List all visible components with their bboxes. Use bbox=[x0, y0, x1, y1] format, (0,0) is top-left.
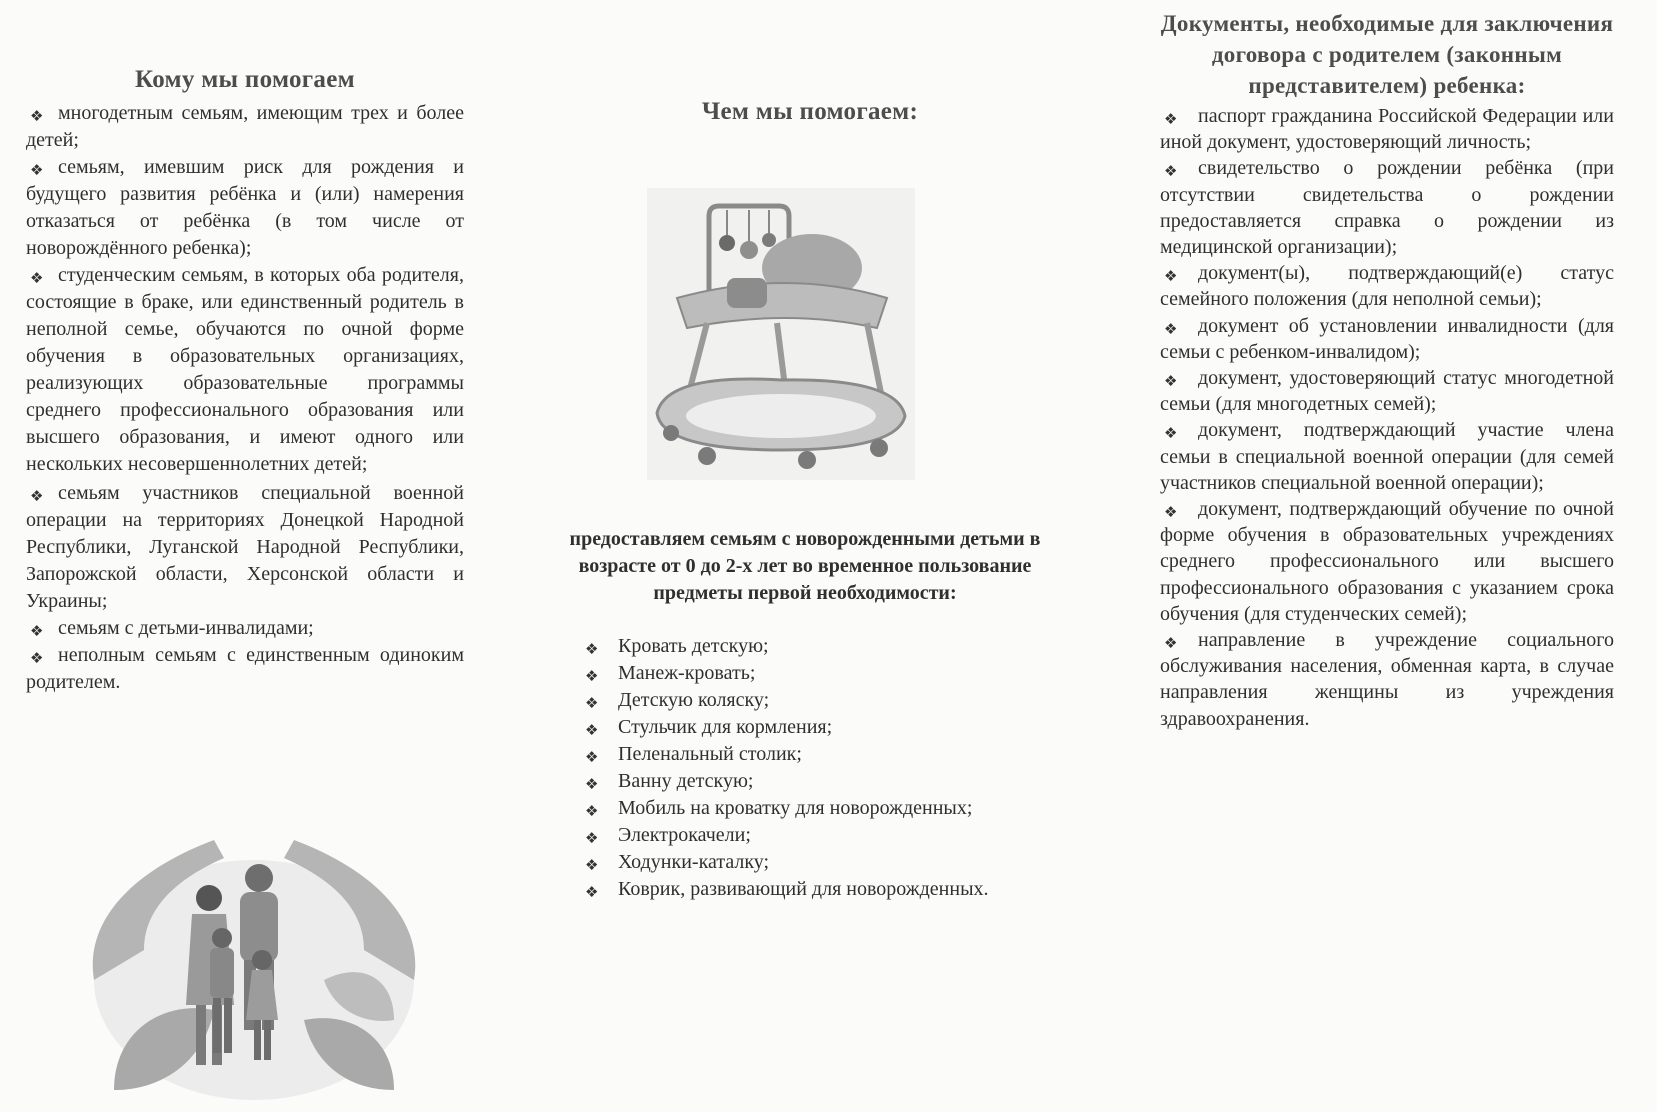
list-item: ❖ направление в учреждение социального обслуживания населения, обменная карта, в случае направления женщины из учреждения здравоохранения. bbox=[1160, 629, 1614, 730]
family-icon bbox=[74, 830, 434, 1105]
bullet-icon: ❖ bbox=[1164, 319, 1178, 338]
list-item: ❖ документ, подтверждающий участие члена семьи в специальной военной операции (для семей участников специальной военной операции); bbox=[1160, 419, 1614, 494]
list-item: ❖ Манеж-кровать; bbox=[585, 660, 1028, 687]
list-item: ❖ документ об установлении инвалидности (для семьи с ребенком-инвалидом); bbox=[1160, 314, 1614, 363]
bullet-icon: ❖ bbox=[1164, 503, 1178, 522]
middle-intro: предоставляем семьям с новорожденными детьми в возрасте от 0 до 2-х лет во временное пользование предметы первой необходимости: bbox=[569, 528, 1041, 604]
left-list bbox=[26, 100, 464, 696]
list-item: ❖ неполным семьям с единственным одиноким родителем. bbox=[26, 644, 464, 693]
baby-walker-icon bbox=[647, 188, 915, 480]
bullet-icon: ❖ bbox=[30, 622, 44, 640]
list-item: ❖ студенческим семьям, в которых оба родителя, состоящие в браке, или единственный родитель в неполной семье, обучаются по очной форме обучения в образовательных организациях, реализующих образовательные программы среднего профессионального образования или высшего образования, и имеют одного или нескольких несовершеннолетних детей; bbox=[26, 264, 464, 475]
list-item: ❖ Ходунки-каталку; bbox=[585, 849, 1028, 876]
left-panel bbox=[26, 0, 464, 696]
bullet-icon: ❖ bbox=[585, 802, 599, 820]
list-item: ❖ Коврик, развивающий для новорожденных. bbox=[585, 876, 1028, 903]
list-item: ❖ Ванну детскую; bbox=[585, 768, 1028, 795]
right-panel bbox=[1160, 0, 1614, 732]
list-item: ❖ многодетным семьям, имеющим трех и более детей; bbox=[26, 102, 464, 151]
bullet-icon: ❖ bbox=[1164, 162, 1178, 181]
list-item: ❖ Пеленальный столик; bbox=[585, 741, 1028, 768]
bullet-icon: ❖ bbox=[1164, 424, 1178, 443]
baby-walker-image bbox=[647, 188, 915, 480]
bullet-icon: ❖ bbox=[585, 640, 599, 658]
bullet-icon: ❖ bbox=[30, 107, 44, 125]
list-item: ❖ Кровать детскую; bbox=[585, 633, 1028, 660]
bullet-icon: ❖ bbox=[585, 721, 599, 739]
list-item: ❖ свидетельство о рождении ребёнка (при отсутствии свидетельства о рождении предоставляется справка о рождении из медицинской организации); bbox=[1160, 157, 1614, 259]
list-item: ❖ документ, подтверждающий обучение по очной форме обучения в образовательных учреждениях среднего профессионального или высшего профессионального образования с указанием срока обучения (для студенческих семей); bbox=[1160, 498, 1614, 625]
middle-title: Чем мы помогаем: bbox=[701, 98, 919, 125]
right-title: Документы, необходимые для заключения договора с родителем (законным представителем) ребенка: bbox=[1160, 11, 1614, 98]
list-item: ❖ семьям, имевшим риск для рождения и будущего развития ребёнка и (или) намерения отказаться от ребёнка (в том числе от новорождённого ребенка); bbox=[26, 156, 464, 259]
bullet-icon: ❖ bbox=[1164, 267, 1178, 286]
bullet-icon: ❖ bbox=[30, 161, 44, 179]
right-list bbox=[1160, 103, 1614, 732]
bullet-icon: ❖ bbox=[30, 649, 44, 667]
bullet-icon: ❖ bbox=[585, 694, 599, 712]
bullet-icon: ❖ bbox=[1164, 634, 1178, 653]
bullet-icon: ❖ bbox=[585, 667, 599, 685]
list-item: ❖ Электрокачели; bbox=[585, 822, 1028, 849]
middle-list bbox=[555, 633, 1055, 903]
bullet-icon: ❖ bbox=[585, 883, 599, 901]
bullet-icon: ❖ bbox=[30, 269, 44, 287]
list-item: ❖ документ, удостоверяющий статус многодетной семьи (для многодетных семей); bbox=[1160, 367, 1614, 416]
list-item: ❖ семьям участников специальной военной операции на территориях Донецкой Народной Республики, Луганской Народной Республики, Запорожской области, Херсонской области и Украины; bbox=[26, 482, 464, 612]
bullet-icon: ❖ bbox=[30, 487, 44, 505]
bullet-icon: ❖ bbox=[1164, 372, 1178, 391]
list-item: ❖ Стульчик для кормления; bbox=[585, 714, 1028, 741]
list-item: ❖ семьям с детьми-инвалидами; bbox=[26, 615, 464, 642]
middle-panel bbox=[555, 0, 1055, 903]
bullet-icon: ❖ bbox=[585, 775, 599, 793]
bullet-icon: ❖ bbox=[1164, 110, 1178, 128]
bullet-icon: ❖ bbox=[585, 856, 599, 874]
list-item: ❖ Мобиль на кроватку для новорожденных; bbox=[585, 795, 1028, 822]
family-hands-illustration bbox=[74, 830, 434, 1105]
list-item: ❖ Детскую коляску; bbox=[585, 687, 1028, 714]
list-item: ❖ документ(ы), подтверждающий(е) статус семейного положения (для неполной семьи); bbox=[1160, 262, 1614, 311]
bullet-icon: ❖ bbox=[585, 748, 599, 766]
left-title: Кому мы помогаем bbox=[135, 66, 355, 93]
bullet-icon: ❖ bbox=[585, 829, 599, 847]
list-item: ❖ паспорт гражданина Российской Федерации или иной документ, удостоверяющий личность; bbox=[1160, 105, 1614, 154]
